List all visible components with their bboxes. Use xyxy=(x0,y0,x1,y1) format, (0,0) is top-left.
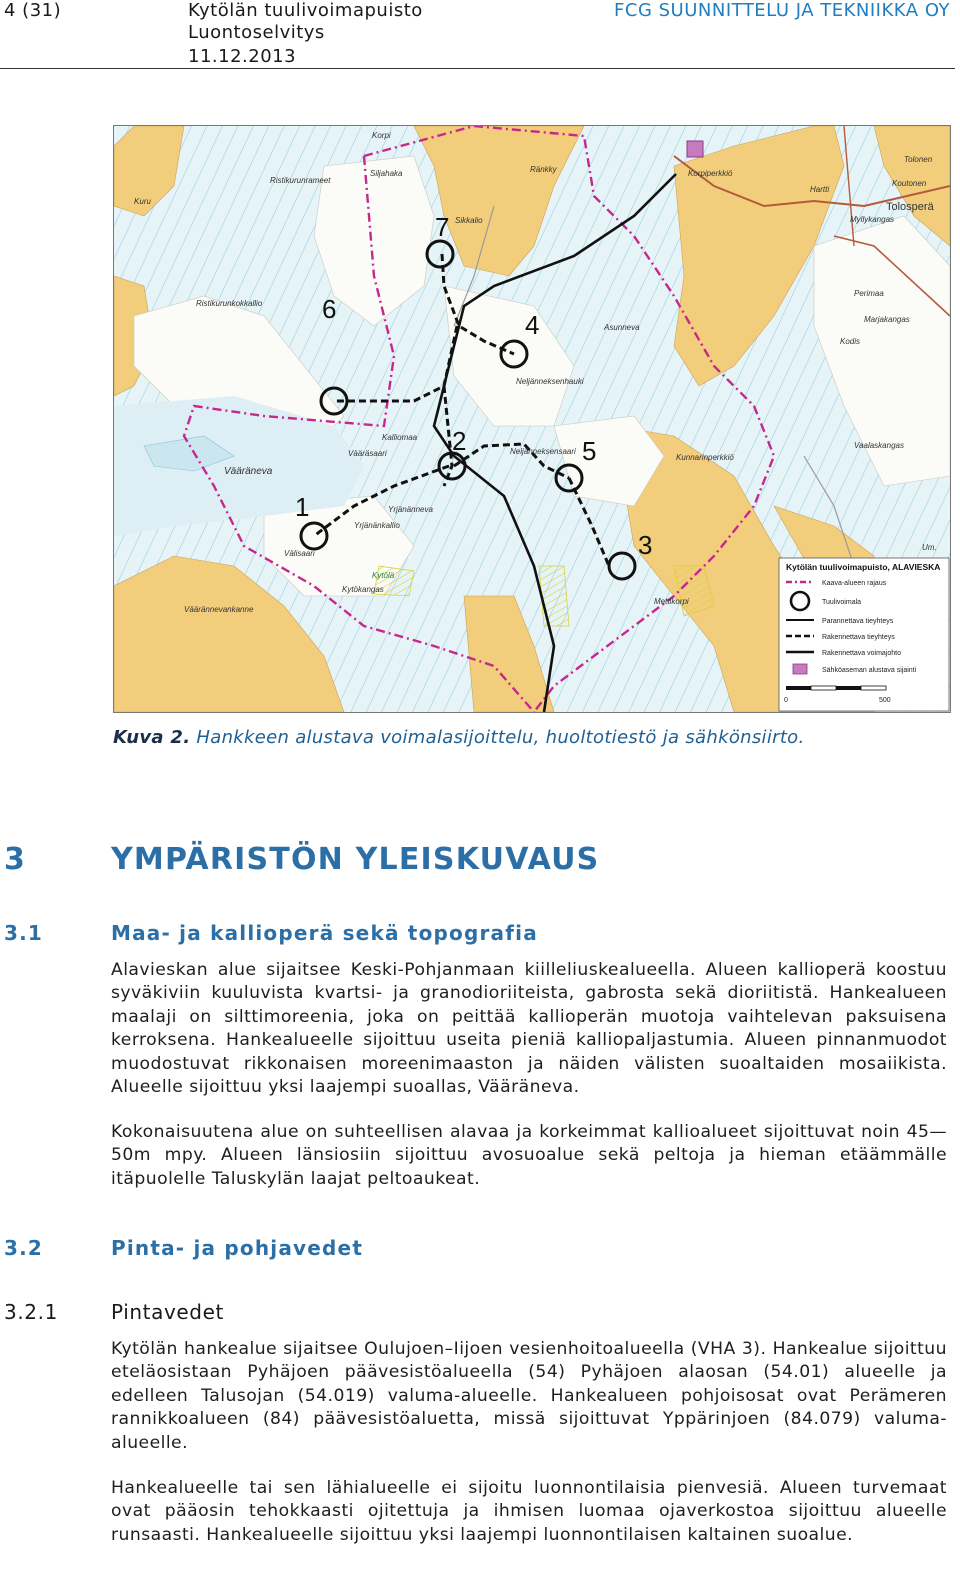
header-rule xyxy=(0,68,955,69)
turbine-label-6: 6 xyxy=(322,294,337,324)
document-subtitle: Luontoselvitys xyxy=(188,22,325,43)
section-title: Maa- ja kallioperä sekä topografia xyxy=(111,921,538,945)
svg-text:Asunneva: Asunneva xyxy=(604,323,640,332)
svg-text:Kytölä: Kytölä xyxy=(372,571,395,580)
caption-text: Hankkeen alustava voimalasijoittelu, huoltotiestö ja sähkönsiirto. xyxy=(190,727,805,748)
section-number: 3.1 xyxy=(4,921,44,945)
svg-text:Korpiperkkiö: Korpiperkkiö xyxy=(688,169,733,178)
section-title: YMPÄRISTÖN YLEISKUVAUS xyxy=(111,842,600,877)
turbine-label-4: 4 xyxy=(525,310,540,340)
svg-text:Vääräsaari: Vääräsaari xyxy=(348,449,387,458)
turbine-label-1: 1 xyxy=(295,492,310,522)
page-number: 4 (31) xyxy=(4,0,62,21)
site-map xyxy=(113,125,951,713)
section-heading-3-2-1 xyxy=(4,1300,224,1324)
section-number: 3 xyxy=(4,842,27,877)
section-number: 3.2.1 xyxy=(4,1300,58,1324)
map-legend xyxy=(779,558,949,711)
svg-text:Kalliomaa: Kalliomaa xyxy=(382,433,418,442)
document-title: Kytölän tuulivoimapuisto xyxy=(188,0,423,21)
svg-text:Sikkalio: Sikkalio xyxy=(455,216,483,225)
svg-text:Myllykangas: Myllykangas xyxy=(850,215,895,224)
svg-text:Kaava-alueen rajaus: Kaava-alueen rajaus xyxy=(822,580,887,587)
figure-caption xyxy=(113,727,805,748)
svg-text:Tolosperä: Tolosperä xyxy=(886,201,934,213)
svg-text:Kodis: Kodis xyxy=(840,337,861,346)
svg-text:Siljahaka: Siljahaka xyxy=(370,169,403,178)
page-header xyxy=(0,0,960,70)
paragraph-geology: Alavieskan alue sijaitsee Keski-Pohjanmaan kiilleliuskealueella. Alueen kallioperä koostuu syväkiviin kuuluvista kvartsi- ja granodioriiteista, gabrosta sekä dioriitistä. Hankealueen maalaji on silttimoreenia, joka on peittää kallioperän muotoja vaihtelevan paksuisena kerroksena. Hankealueelle sijoittuu useita pieniä kalliopaljastumia. Alueen pinnanmuodot muodostuvat rikkonaisen moreenimaaston ja näiden välisten suoaltaiden mosaiikista. Alueelle sijoittuu yksi laajempi suoallas, Vääräneva. xyxy=(111,960,947,1098)
svg-text:Parannettava tieyhteys: Parannettava tieyhteys xyxy=(822,618,894,625)
svg-text:Ristikurunrameet: Ristikurunrameet xyxy=(270,176,331,185)
turbine-label-2: 2 xyxy=(452,426,467,456)
svg-text:Kunnarinperkkiö: Kunnarinperkkiö xyxy=(676,453,734,462)
turbine-label-7: 7 xyxy=(435,212,450,242)
section-title: Pintavedet xyxy=(111,1300,224,1324)
svg-text:Vääräneva: Vääräneva xyxy=(224,466,273,477)
svg-text:Marjakangas: Marjakangas xyxy=(864,315,910,324)
svg-text:Ränkky: Ränkky xyxy=(530,165,557,174)
paragraph-small-waters: Hankealueelle tai sen lähialueelle ei sijoitu luonnontilaisia pienvesiä. Alueen turvemaat ovat pääosin tehokkaasti ojitettuja ja ihmisen luomaa ojaverkostoa sijoittuu alueelle runsaasti. Hankealueelle sijoittuu yksi laajempi luonnontilaisen kaltainen suoalue. xyxy=(111,1478,947,1545)
svg-text:Perimaa: Perimaa xyxy=(854,289,884,298)
svg-text:Rakennettava voimajohto: Rakennettava voimajohto xyxy=(822,650,901,657)
svg-text:Rakennettava tieyhteys: Rakennettava tieyhteys xyxy=(822,634,895,641)
svg-text:Mettikorpi: Mettikorpi xyxy=(654,597,689,606)
paragraph-surface-water: Kytölän hankealue sijaitsee Oulujoen–Iijoen vesienhoitoalueella (VHA 3). Hankealue sijoittuu eteläosistaan Pyhäjoen päävesistöalueella (54) Pyhäjoen alaosan (54.01) alueelle ja edelleen Talusojan (54.019) valuma-alueelle. Hankealueen pohjoisosat ovat Perämeren rannikkoalueen (84) päävesistöaluetta, missä sijoittuvat Yppärinjoen (84.079) valuma-alueelle. xyxy=(111,1339,947,1453)
turbine-label-5: 5 xyxy=(582,436,597,466)
svg-text:Koutonen: Koutonen xyxy=(892,179,927,188)
section-heading-3 xyxy=(4,842,599,877)
turbine-label-3: 3 xyxy=(638,530,653,560)
svg-text:Um.: Um. xyxy=(922,543,937,552)
svg-text:Ristikurunkokkallio: Ristikurunkokkallio xyxy=(196,299,263,308)
svg-text:Korpi: Korpi xyxy=(372,131,391,140)
substation-icon xyxy=(687,141,703,157)
svg-text:Hartti: Hartti xyxy=(810,185,830,194)
section-heading-3-2 xyxy=(4,1236,363,1260)
svg-text:500: 500 xyxy=(879,697,891,704)
section-number: 3.2 xyxy=(4,1236,44,1260)
legend-title: Kytölän tuulivoimapuisto, ALAVIESKA xyxy=(786,562,941,572)
document-date: 11.12.2013 xyxy=(188,46,297,67)
svg-text:Neljänneksenhauki: Neljänneksenhauki xyxy=(516,377,584,386)
svg-text:Vaalaskangas: Vaalaskangas xyxy=(854,441,904,450)
svg-text:0: 0 xyxy=(784,697,788,704)
section-title: Pinta- ja pohjavedet xyxy=(111,1236,364,1260)
svg-text:Yrjänänneva: Yrjänänneva xyxy=(388,505,433,514)
svg-text:Kytökangas: Kytökangas xyxy=(342,585,384,594)
caption-label: Kuva 2. xyxy=(113,727,191,748)
svg-text:Neljänneksensaari: Neljänneksensaari xyxy=(510,447,576,456)
svg-text:Yrjänänkallio: Yrjänänkallio xyxy=(354,521,400,530)
svg-text:Väärännevankanne: Väärännevankanne xyxy=(184,605,254,614)
section-heading-3-1 xyxy=(4,921,538,945)
svg-text:Tuulivoimala: Tuulivoimala xyxy=(822,599,862,606)
svg-text:Sähköaseman alustava sijainti: Sähköaseman alustava sijainti xyxy=(822,667,917,674)
company-name: FCG SUUNNITTELU JA TEKNIIKKA OY xyxy=(614,0,950,21)
svg-text:Tolonen: Tolonen xyxy=(904,155,933,164)
svg-text:Kuru: Kuru xyxy=(134,197,151,206)
svg-text:Välisaari: Välisaari xyxy=(284,549,315,558)
paragraph-topography: Kokonaisuutena alue on suhteellisen alavaa ja korkeimmat kallioalueet sijoittuvat noin 45—50m mpy. Alueen länsiosiin sijoittuu avosuoalue sekä peltoja ja hieman etäämmälle itäpuolelle Taluskylän laajat peltoaukeat. xyxy=(111,1122,947,1189)
